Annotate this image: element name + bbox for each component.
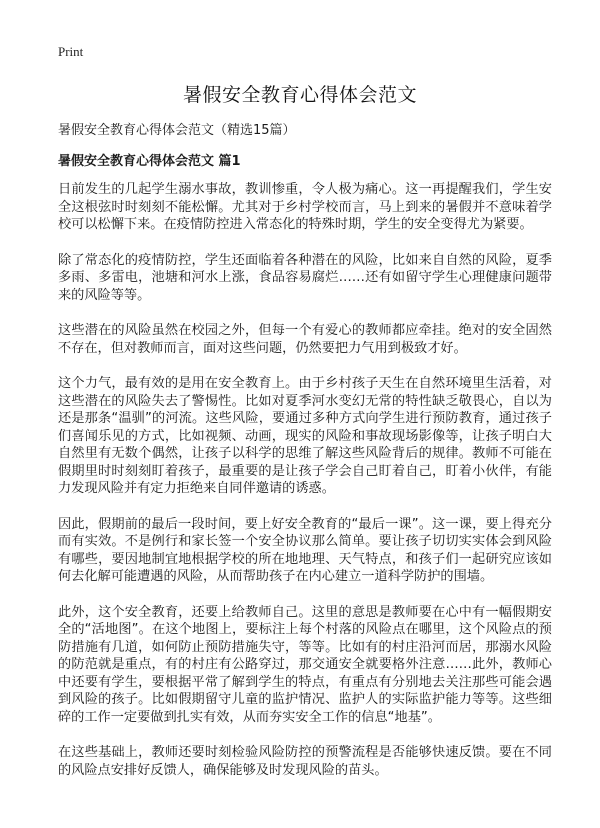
print-link[interactable]: Print <box>58 44 84 59</box>
article-body <box>58 181 552 797</box>
paragraph: 这个力气，最有效的是用在安全教育上。由于乡村孩子天生在自然环境里生活着，对这些潜在的风险失去了警惕性。比如对夏季河水变幻无常的特性缺乏敬畏心，自以为还是那条“温驯”的河流。这些风险，要通过多种方式向学生进行预防教育，通过孩子们喜闻乐见的方式，比如视频、动画，现实的风险和事故现场影像等，让孩子明白大自然里有无数个偶然，让孩子以科学的思维了解这些风险背后的规律。教师不可能在假期里时时刻刻盯着孩子，最重要的是让孩子学会自己盯着自己，盯着小伙伴，有能力发现风险并有定力拒绝来自同伴邀请的诱惑。 <box>58 376 552 496</box>
paragraph: 此外，这个安全教育，还要上给教师自己。这里的意思是教师要在心中有一幅假期安全的“活地图”。在这个地图上，要标注上每个村落的风险点在哪里，这个风险点的预防措施有几道，如何防止预防措施失守，等等。比如有的村庄沿河而居，那溺水风险的防范就是重点，有的村庄有公路穿过，那交通安全就要格外注意……此外，教师心中还要有学生，要根据平常了解到学生的特点，有重点有分别地去关注那些可能会遇到风险的孩子。比如假期留守儿童的监护情况、监护人的实际监护能力等等。这些细碎的工作一定要做到扎实有效，从而夯实安全工作的信息“地基”。 <box>58 604 552 725</box>
paragraph: 在这些基础上，教师还要时刻检验风险防控的预警流程是否能够快速反馈。要在不同的风险点安排好反馈人，确保能够及时发现风险的苗头。 <box>58 745 552 778</box>
section-heading: 暑假安全教育心得体会范文 篇1 <box>58 154 241 169</box>
paragraph: 这些潜在的风险虽然在校园之外，但每一个有爱心的教师都应牵挂。绝对的安全固然不存在，但对教师而言，面对这些问题，仍然要把力气用到极致才好。 <box>58 323 552 356</box>
document-title: 暑假安全教育心得体会范文 <box>182 84 417 106</box>
paragraph: 除了常态化的疫情防控，学生还面临着各种潜在的风险，比如来自自然的风险，夏季多雨、多雷电，池塘和河水上涨，食品容易腐烂……还有如留守学生心理健康问题带来的风险等等。 <box>58 252 552 303</box>
paragraph: 因此，假期前的最后一段时间，要上好安全教育的“最后一课”。这一课，要上得充分而有实效。不是例行和家长签一个安全协议那么简单。要让孩子切切实实体会到风险有哪些，要因地制宜地根据学校的所在地地理、天气特点，和孩子们一起研究应该如何去化解可能遭遇的风险，从而帮助孩子在内心建立一道科学防护的围墙。 <box>58 516 552 584</box>
paragraph: 日前发生的几起学生溺水事故，教训惨重，令人极为痛心。这一再提醒我们，学生安全这根弦时时刻刻不能松懈。尤其对于乡村学校而言，马上到来的暑假并不意味着学校可以松懈下来。在疫情防控进入常态化的特殊时期，学生的安全变得尤为紧要。 <box>58 182 552 232</box>
document-subtitle: 暑假安全教育心得体会范文（精选15篇） <box>58 123 296 138</box>
